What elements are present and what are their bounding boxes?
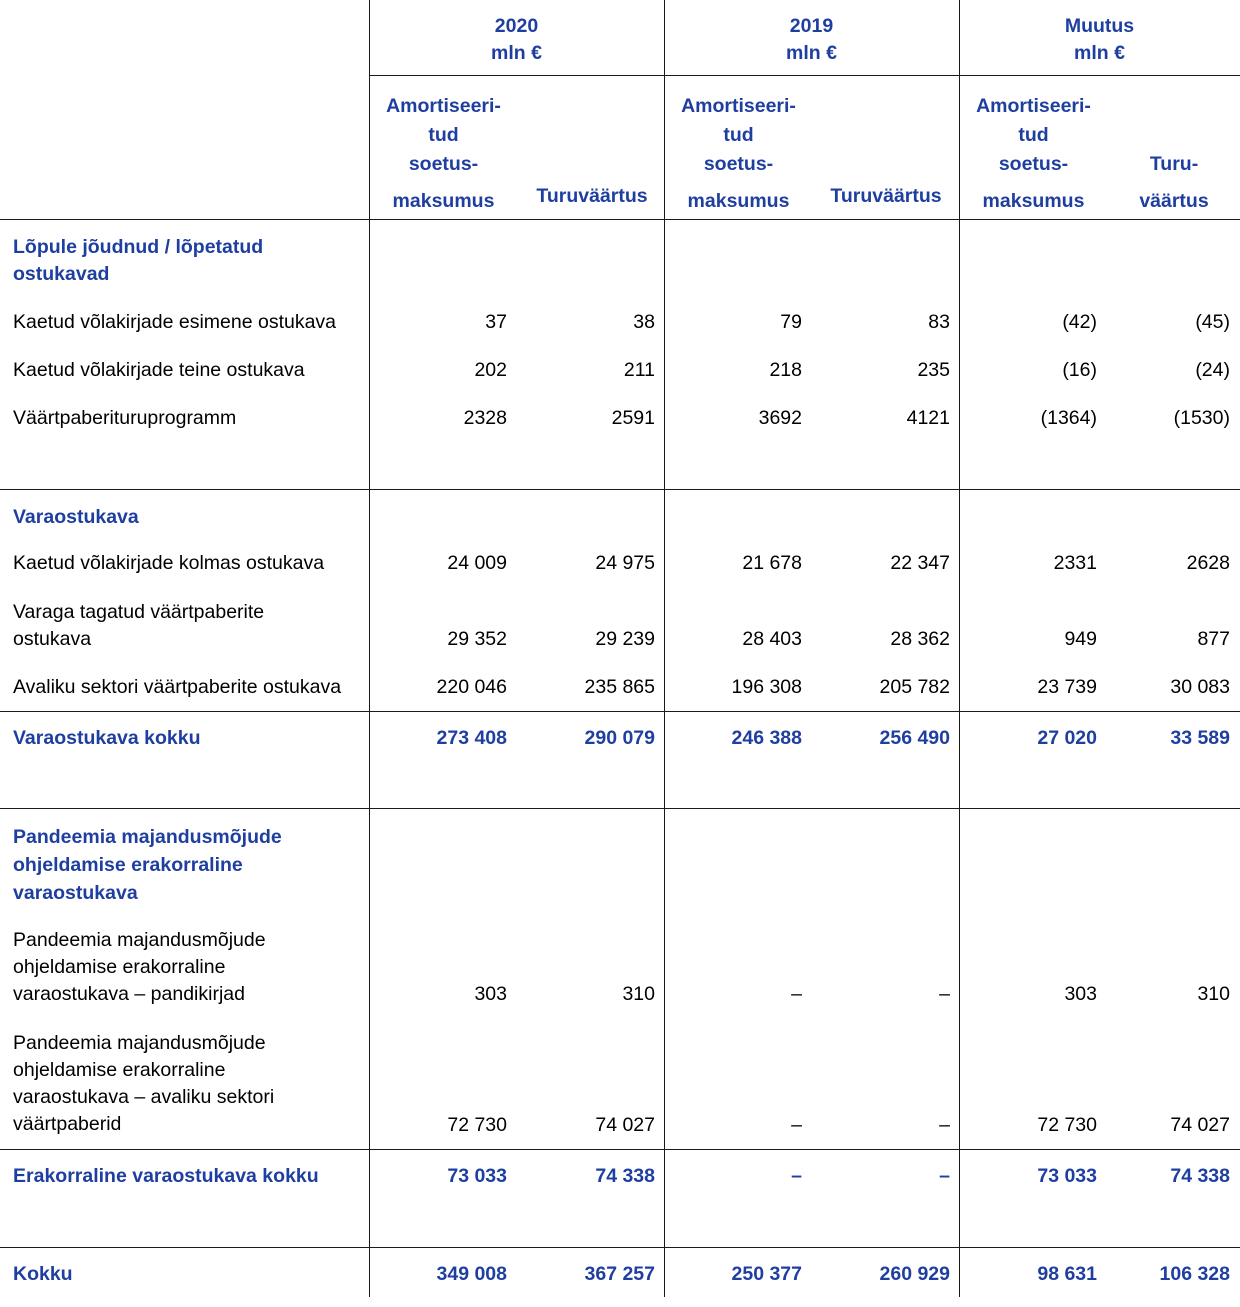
subheader-line: soetus-	[998, 153, 1069, 175]
period-unit: mln €	[491, 42, 542, 64]
total-value-cell: –	[939, 1165, 950, 1187]
value-cell: 235	[917, 359, 950, 381]
row-label: Kaetud võlakirjade esimene ostukava	[13, 311, 337, 333]
value-cell: 4121	[906, 407, 950, 429]
total-value-cell: 73 033	[447, 1165, 507, 1187]
row-label: Avaliku sektori väärtpaberite ostukava	[13, 676, 342, 698]
value-cell: 24 009	[447, 552, 507, 574]
section-title-ended-programmes	[13, 234, 263, 288]
period-year: Muutus	[1064, 15, 1135, 37]
row-label-line: Pandeemia majandusmõjude	[13, 1032, 266, 1054]
row-label-line: Pandeemia majandusmõjude	[13, 929, 266, 951]
value-cell: (1364)	[1040, 407, 1097, 429]
value-cell: 303	[474, 983, 507, 1005]
row-label-line: varaostukava – avaliku sektori	[13, 1086, 275, 1108]
value-cell: 202	[474, 359, 507, 381]
row-label-line: varaostukava – pandikirjad	[13, 983, 245, 1005]
value-cell: (45)	[1195, 311, 1230, 333]
total-value-cell: 73 033	[1037, 1165, 1097, 1187]
total-value-cell: 273 408	[436, 727, 507, 749]
value-cell: –	[791, 983, 802, 1005]
section-title-line: varaostukava	[13, 882, 138, 904]
value-cell: 29 239	[595, 628, 655, 650]
total-label: Varaostukava kokku	[13, 727, 201, 749]
subheader-line: soetus-	[703, 153, 774, 175]
value-cell: 83	[928, 311, 950, 333]
period-header-2019	[664, 13, 959, 67]
total-value-cell: 98 631	[1037, 1263, 1097, 1285]
value-cell: (1530)	[1173, 407, 1230, 429]
subheader-line: soetus-	[408, 153, 479, 175]
value-cell: 23 739	[1037, 676, 1097, 698]
value-cell: 303	[1064, 983, 1097, 1005]
period-unit: mln €	[786, 42, 837, 64]
total-value-cell: 367 257	[584, 1263, 655, 1285]
row-label: Kaetud võlakirjade kolmas ostukava	[13, 552, 325, 574]
section-title-line: ohjeldamise erakorraline	[13, 854, 243, 876]
market-value-header-change	[1108, 146, 1240, 220]
total-value-cell: 27 020	[1037, 727, 1097, 749]
amortised-cost-header-2019	[666, 92, 811, 216]
column-divider	[369, 0, 370, 1297]
row-label	[13, 1030, 274, 1138]
value-cell: 196 308	[731, 676, 802, 698]
period-year: 2020	[494, 15, 539, 37]
header-bottom-rule	[0, 219, 1240, 220]
value-cell: –	[791, 1114, 802, 1136]
section-title-line: Lõpule jõudnud / lõpetatud	[13, 236, 264, 258]
row-label	[13, 927, 266, 1008]
section-rule	[0, 711, 1240, 712]
total-value-cell: 33 589	[1170, 727, 1230, 749]
total-value-cell: 74 338	[595, 1165, 655, 1187]
row-label-line: ohjeldamise erakorraline	[13, 1059, 226, 1081]
value-cell: 79	[780, 311, 802, 333]
value-cell: 29 352	[447, 628, 507, 650]
value-cell: 235 865	[584, 676, 655, 698]
total-value-cell: –	[791, 1165, 802, 1187]
subheader-line: Amortiseeri-	[976, 95, 1091, 117]
subheader-line: maksumus	[392, 190, 495, 212]
value-cell: 28 403	[742, 628, 802, 650]
subheader-line: tud	[428, 124, 459, 146]
value-cell: 949	[1064, 628, 1097, 650]
value-cell: 30 083	[1170, 676, 1230, 698]
period-year: 2019	[789, 15, 834, 37]
section-rule	[0, 1247, 1240, 1248]
subheader-line: tud	[723, 124, 754, 146]
subheader-line: Amortiseeri-	[681, 95, 796, 117]
value-cell: 74 027	[1170, 1114, 1230, 1136]
value-cell: 22 347	[890, 552, 950, 574]
subheader-line: tud	[1018, 124, 1049, 146]
value-cell: (16)	[1062, 359, 1097, 381]
market-value-header-2020: Turuväärtus	[536, 185, 648, 207]
value-cell: (42)	[1062, 311, 1097, 333]
amortised-cost-header-change	[961, 92, 1106, 216]
section-title-app: Varaostukava	[13, 506, 139, 528]
value-cell: 2328	[463, 407, 507, 429]
value-cell: 310	[1197, 983, 1230, 1005]
total-value-cell: 106 328	[1159, 1263, 1230, 1285]
section-rule	[0, 808, 1240, 809]
header-divider	[369, 75, 1240, 76]
row-label-line: väärtpaberid	[13, 1113, 122, 1135]
value-cell: 2591	[611, 407, 655, 429]
total-value-cell: 290 079	[584, 727, 655, 749]
row-label-line: ostukava	[13, 628, 92, 650]
subheader-line: maksumus	[982, 190, 1085, 212]
subheader-line: maksumus	[687, 190, 790, 212]
section-title-line: Pandeemia majandusmõjude	[13, 826, 282, 848]
value-cell: 72 730	[447, 1114, 507, 1136]
total-value-cell: 260 929	[879, 1263, 950, 1285]
period-header-2020	[369, 13, 664, 67]
section-rule	[0, 489, 1240, 490]
value-cell: 74 027	[595, 1114, 655, 1136]
value-cell: 877	[1197, 628, 1230, 650]
total-value-cell: 74 338	[1170, 1165, 1230, 1187]
row-label-line: ohjeldamise erakorraline	[13, 956, 226, 978]
value-cell: 2628	[1186, 552, 1230, 574]
value-cell: 310	[622, 983, 655, 1005]
value-cell: 3692	[758, 407, 802, 429]
subheader-line: Amortiseeri-	[386, 95, 501, 117]
value-cell: –	[939, 1114, 950, 1136]
value-cell: 218	[769, 359, 802, 381]
section-title-pepp	[13, 823, 282, 907]
column-divider	[959, 0, 960, 1297]
total-value-cell: 256 490	[879, 727, 950, 749]
value-cell: 2331	[1053, 552, 1097, 574]
section-title-line: ostukavad	[13, 263, 110, 285]
value-cell: 205 782	[879, 676, 950, 698]
value-cell: 211	[623, 359, 655, 381]
value-cell: 72 730	[1037, 1114, 1097, 1136]
amortised-cost-header-2020	[371, 92, 516, 216]
total-value-cell: 250 377	[731, 1263, 802, 1285]
row-label	[13, 599, 264, 653]
value-cell: –	[939, 983, 950, 1005]
period-unit: mln €	[1074, 42, 1125, 64]
subheader-line: Turu-	[1149, 153, 1199, 175]
total-value-cell: 246 388	[731, 727, 802, 749]
value-cell: 38	[633, 311, 655, 333]
subheader-line: väärtus	[1139, 190, 1209, 212]
value-cell: 37	[485, 311, 507, 333]
value-cell: 24 975	[595, 552, 655, 574]
row-label-line: Varaga tagatud väärtpaberite	[13, 601, 265, 623]
total-label: Erakorraline varaostukava kokku	[13, 1165, 319, 1187]
market-value-header-2019: Turuväärtus	[830, 185, 942, 207]
period-header-change	[959, 13, 1240, 67]
value-cell: (24)	[1195, 359, 1230, 381]
value-cell: 220 046	[436, 676, 507, 698]
value-cell: 28 362	[890, 628, 950, 650]
row-label: Kaetud võlakirjade teine ostukava	[13, 359, 305, 381]
section-rule	[0, 1149, 1240, 1150]
row-label: Väärtpaberituruprogramm	[13, 407, 237, 429]
total-value-cell: 349 008	[436, 1263, 507, 1285]
grand-total-label: Kokku	[13, 1263, 73, 1285]
value-cell: 21 678	[742, 552, 802, 574]
